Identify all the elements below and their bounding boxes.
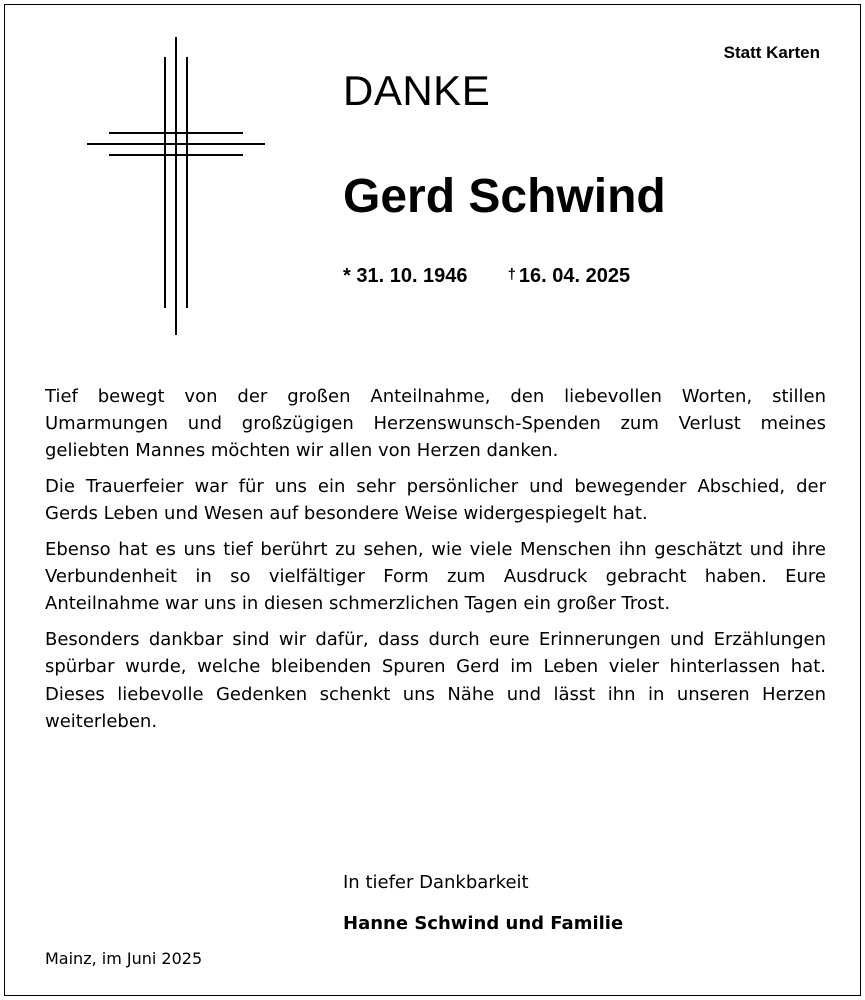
paragraph: Besonders dankbar sind wir dafür, dass durch eure Erinnerungen und Erzählungen spürbar wurde, welche bleibenden Spuren Gerd im Leben vieler hinterlassen hat. Dieses liebevolle Gedenken schenkt uns Nähe und lässt ihn in unseren Herzen weiterleben. — [45, 629, 826, 732]
paragraph: Ebenso hat es uns tief berührt zu sehen, wie viele Menschen ihn geschätzt und ihre Verbundenheit in so vielfältiger Form zum Ausdruck gebracht haben. Eure Anteilnahme war uns in diesen schmerzlichen Tagen ein großer Trost. — [45, 539, 826, 615]
header-note: Statt Karten — [723, 43, 820, 62]
death-date: 16. 04. 2025 — [518, 265, 631, 287]
place-date: Mainz, im Juni 2025 — [45, 949, 203, 968]
closing-line: In tiefer Dankbarkeit — [343, 872, 529, 893]
death-date-group — [508, 265, 631, 287]
obituary-notice — [4, 4, 861, 996]
dagger-symbol: † — [507, 266, 516, 283]
paragraph: Tief bewegt von der großen Anteilnahme, den liebevollen Worten, stillen Umarmungen und großzügigen Herzenswunsch-Spenden zum Verlust meines geliebten Mannes möchten wir allen von Herzen danken. — [45, 386, 826, 462]
deceased-name: Gerd Schwind — [343, 170, 666, 223]
birth-date: * 31. 10. 1946 — [343, 265, 468, 287]
heading: DANKE — [343, 67, 491, 114]
paragraph: Die Trauerfeier war für uns ein sehr persönlicher und bewegender Abschied, der Gerds Leben und Wesen auf besondere Weise widergespiegelt hat. — [45, 476, 826, 525]
life-dates — [343, 265, 630, 288]
body-text — [45, 383, 826, 743]
signature: Hanne Schwind und Familie — [343, 913, 624, 934]
cross-icon — [85, 35, 267, 339]
